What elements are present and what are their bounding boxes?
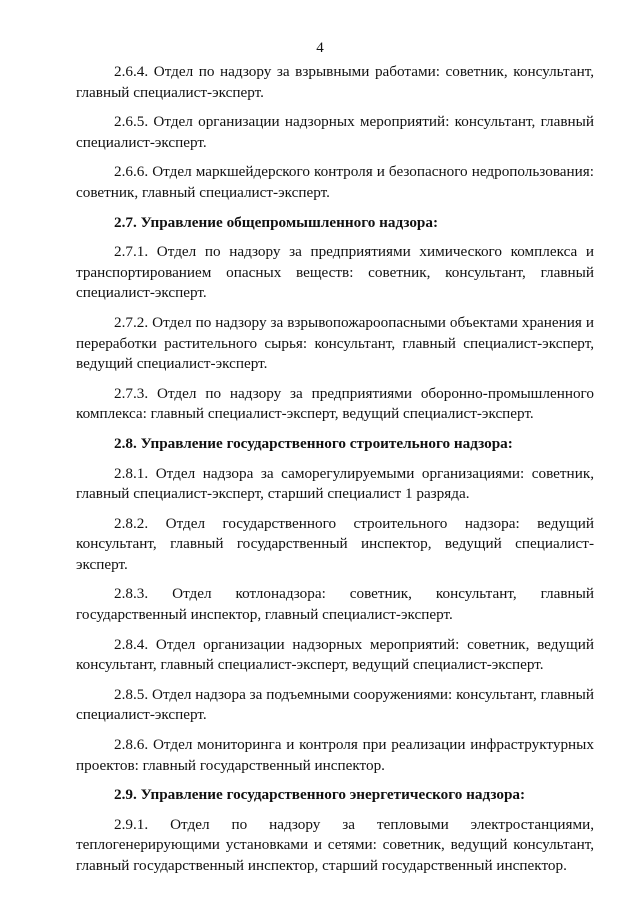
page-number: 4 — [316, 40, 324, 56]
document-body — [76, 62, 594, 886]
paragraph-2-7-2: 2.7.2. Отдел по надзору за взрывопожароопасными объектами хранения и переработки растительного сырья: консультант, главный специалист-эксперт, ведущий специалист-эксперт. — [76, 313, 594, 373]
section-heading-2-9: 2.9. Управление государственного энергетического надзора: — [114, 786, 526, 804]
paragraph-2-8-3: 2.8.3. Отдел котлонадзора: советник, консультант, главный государственный инспектор, главный специалист-эксперт. — [76, 585, 594, 624]
paragraph-2-8-6: 2.8.6. Отдел мониторинга и контроля при реализации инфраструктурных проектов: главный государственный инспектор. — [76, 736, 594, 774]
paragraph-2-8-2: 2.8.2. Отдел государственного строительного надзора: ведущий консультант, главный государственный инспектор, ведущий специалист-эксперт. — [76, 514, 594, 573]
section-heading-2-7: 2.7. Управление общепромышленного надзора: — [114, 213, 439, 231]
paragraph-2-8-5: 2.8.5. Отдел надзора за подъемными сооружениями: консультант, главный специалист-эксперт. — [76, 685, 594, 724]
paragraph-2-7-1: 2.7.1. Отдел по надзору за предприятиями химического комплекса и транспортированием опасных веществ: советник, консультант, главный специалист-эксперт. — [76, 243, 594, 302]
paragraph-2-8-4: 2.8.4. Отдел организации надзорных мероприятий: советник, ведущий консультант, главный специалист-эксперт, ведущий специалист-эксперт. — [76, 635, 594, 674]
paragraph-2-9-1: 2.9.1. Отдел по надзору за тепловыми электростанциями, теплогенерирующими установками и сетями: советник, ведущий консультант, главный государственный инспектор, старший государственный инспектор. — [76, 815, 594, 874]
paragraph-2-8-1: 2.8.1. Отдел надзора за саморегулируемыми организациями: советник, главный специалист-эксперт, старший специалист 1 разряда. — [76, 464, 594, 503]
section-heading-2-8: 2.8. Управление государственного строительного надзора: — [114, 434, 513, 452]
paragraph-2-6-4: 2.6.4. Отдел по надзору за взрывными работами: советник, консультант, главный специалист-эксперт. — [76, 63, 594, 101]
paragraph-2-6-6: 2.6.6. Отдел маркшейдерского контроля и безопасного недропользования: советник, главный специалист-эксперт. — [76, 163, 594, 201]
paragraph-2-7-3: 2.7.3. Отдел по надзору за предприятиями оборонно-промышленного комплекса: главный специалист-эксперт, ведущий специалист-эксперт. — [76, 384, 594, 423]
paragraph-2-6-5: 2.6.5. Отдел организации надзорных мероприятий: консультант, главный специалист-эксперт. — [76, 113, 594, 151]
